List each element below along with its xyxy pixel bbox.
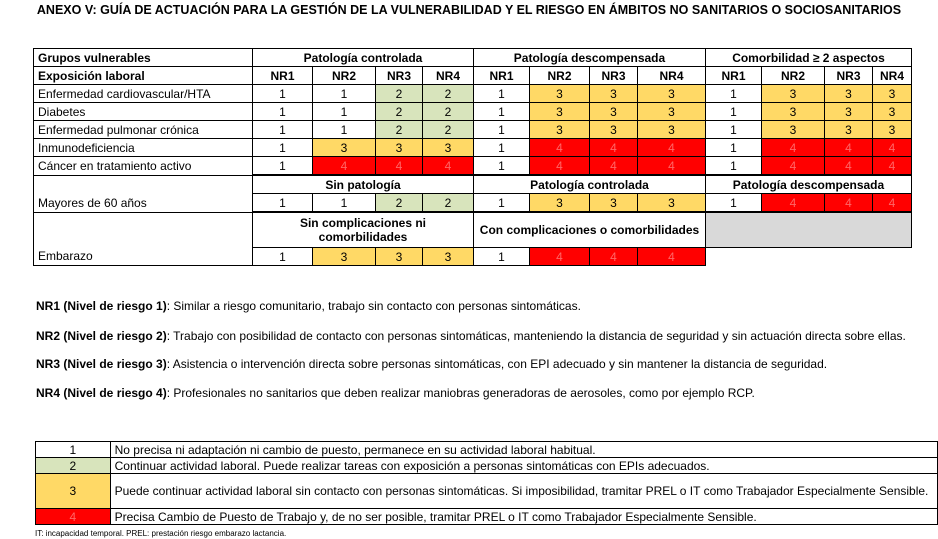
definition-term: NR4 (Nivel de riesgo 4)	[36, 386, 167, 400]
row-label: Mayores de 60 años	[34, 194, 253, 213]
legend-table	[35, 441, 938, 525]
nr-header: NR4	[638, 67, 706, 85]
risk-cell: 3	[313, 139, 376, 157]
risk-cell: 1	[253, 194, 313, 213]
risk-cell: 1	[474, 248, 530, 266]
risk-cell: 4	[873, 139, 912, 157]
risk-cell: 4	[590, 248, 638, 266]
risk-cell: 1	[253, 157, 313, 176]
header-sin-patologia: Sin patología	[253, 175, 474, 194]
legend-level: 2	[36, 458, 111, 474]
risk-cell: 4	[762, 157, 825, 176]
risk-cell: 4	[376, 157, 423, 176]
risk-cell: 4	[762, 139, 825, 157]
legend-row	[36, 442, 938, 458]
risk-cell: 1	[253, 85, 313, 103]
risk-cell: 3	[423, 139, 474, 157]
nr-header: NR1	[706, 67, 762, 85]
table-row	[34, 157, 912, 176]
table-row	[34, 248, 912, 266]
risk-cell: 1	[253, 121, 313, 139]
risk-cell: 3	[530, 103, 590, 121]
risk-level-definition	[36, 357, 827, 371]
risk-cell: 3	[873, 121, 912, 139]
risk-cell: 4	[638, 157, 706, 176]
nr-header: NR2	[313, 67, 376, 85]
risk-cell: 4	[590, 157, 638, 176]
risk-cell: 1	[474, 157, 530, 176]
risk-cell: 1	[313, 121, 376, 139]
nr-header: NR3	[376, 67, 423, 85]
table-row	[34, 85, 912, 103]
risk-cell: 4	[530, 248, 590, 266]
risk-cell: 4	[313, 157, 376, 176]
definition-text: : Asistencia o intervención directa sobre personas sintomáticas, con EPI adecuado y sin mantener la distancia de seguridad.	[166, 357, 828, 371]
legend-text: No precisa ni adaptación ni cambio de puesto, permanece en su actividad laboral habitual.	[110, 442, 937, 458]
header-exposure: Exposición laboral	[34, 67, 253, 85]
header-pat-descompensada: Patología descompensada	[474, 49, 706, 67]
risk-cell: 3	[590, 194, 638, 213]
header-comorbilidad: Comorbilidad ≥ 2 aspectos	[706, 49, 912, 67]
risk-level-definition	[36, 386, 755, 400]
risk-cell: 3	[762, 103, 825, 121]
definition-term: NR2 (Nivel de riesgo 2)	[36, 329, 167, 343]
row-label: Enfermedad pulmonar crónica	[34, 121, 253, 139]
risk-cell: 1	[253, 248, 313, 266]
table-row	[34, 121, 912, 139]
risk-cell: 3	[762, 85, 825, 103]
risk-cell: 2	[376, 121, 423, 139]
risk-cell: 4	[762, 194, 825, 213]
risk-level-definition	[36, 329, 906, 343]
risk-cell: 1	[706, 194, 762, 213]
nr-header: NR1	[474, 67, 530, 85]
risk-cell: 3	[590, 85, 638, 103]
risk-cell: 3	[376, 139, 423, 157]
legend-level: 4	[36, 509, 111, 525]
risk-cell: 3	[825, 103, 873, 121]
risk-cell: 4	[825, 157, 873, 176]
risk-cell: 1	[706, 139, 762, 157]
risk-cell: 3	[423, 248, 474, 266]
header-mayores-controlada: Patología controlada	[474, 175, 706, 194]
risk-cell: 2	[423, 194, 474, 213]
risk-cell: 4	[530, 157, 590, 176]
row-label: Cáncer en tratamiento activo	[34, 157, 253, 176]
legend-row	[36, 474, 938, 509]
nr-header: NR4	[423, 67, 474, 85]
definition-text: : Similar a riesgo comunitario, trabajo sin contacto con personas sintomáticas.	[166, 299, 581, 313]
risk-cell: 2	[376, 85, 423, 103]
risk-cell: 1	[474, 85, 530, 103]
risk-cell: 1	[474, 139, 530, 157]
risk-cell: 1	[313, 85, 376, 103]
grey-block	[706, 212, 912, 248]
risk-cell: 4	[638, 248, 706, 266]
risk-cell: 1	[313, 194, 376, 213]
risk-cell: 1	[706, 157, 762, 176]
risk-cell: 2	[376, 194, 423, 213]
risk-cell: 3	[638, 121, 706, 139]
row-label: Diabetes	[34, 103, 253, 121]
header-mayores-descompensada: Patología descompensada	[706, 175, 912, 194]
nr-header: NR3	[590, 67, 638, 85]
risk-cell: 3	[762, 121, 825, 139]
legend-text: Precisa Cambio de Puesto de Trabajo y, de no ser posible, tramitar PREL o IT como Trabajador Especialmente Sensible.	[110, 509, 937, 525]
definition-text: : Trabajo con posibilidad de contacto con personas sintomáticas, manteniendo la distancia de seguridad y sin actuación directa sobre ellas.	[166, 329, 906, 343]
risk-cell: 3	[313, 248, 376, 266]
risk-cell: 4	[530, 139, 590, 157]
legend-text: Puede continuar actividad laboral sin contacto con personas sintomáticas. Si imposibilidad, tramitar PREL o IT como Trabajador Especialmente Sensible.	[110, 474, 937, 509]
risk-cell: 2	[423, 103, 474, 121]
header-pat-controlada: Patología controlada	[253, 49, 474, 67]
risk-cell: 2	[423, 121, 474, 139]
risk-cell: 3	[638, 103, 706, 121]
table-row	[34, 103, 912, 121]
risk-cell: 3	[638, 85, 706, 103]
risk-level-definition	[36, 299, 581, 313]
nr-header: NR3	[825, 67, 873, 85]
nr-header: NR4	[873, 67, 912, 85]
definition-term: NR1 (Nivel de riesgo 1)	[36, 299, 167, 313]
risk-cell: 1	[706, 103, 762, 121]
risk-table	[33, 48, 912, 266]
row-label: Enfermedad cardiovascular/HTA	[34, 85, 253, 103]
nr-header: NR2	[762, 67, 825, 85]
footnote: IT: incapacidad temporal. PREL: prestación riesgo embarazo lactancia.	[35, 529, 287, 538]
risk-cell: 1	[313, 103, 376, 121]
risk-cell: 4	[825, 194, 873, 213]
risk-cell: 1	[253, 103, 313, 121]
table-row	[34, 194, 912, 213]
risk-cell: 3	[530, 121, 590, 139]
risk-cell: 3	[873, 85, 912, 103]
risk-cell: 3	[825, 85, 873, 103]
risk-cell: 1	[706, 85, 762, 103]
definition-term: NR3 (Nivel de riesgo 3)	[36, 357, 167, 371]
header-groups: Grupos vulnerables	[34, 49, 253, 67]
legend-level: 3	[36, 474, 111, 509]
risk-cell: 1	[474, 121, 530, 139]
risk-cell: 3	[590, 121, 638, 139]
risk-cell: 3	[376, 248, 423, 266]
risk-cell: 4	[590, 139, 638, 157]
risk-cell: 3	[530, 194, 590, 213]
risk-cell: 4	[873, 157, 912, 176]
risk-cell: 1	[253, 139, 313, 157]
row-label: Inmunodeficiencia	[34, 139, 253, 157]
legend-level: 1	[36, 442, 111, 458]
risk-cell: 4	[873, 194, 912, 213]
risk-cell: 3	[873, 103, 912, 121]
risk-cell: 1	[474, 103, 530, 121]
risk-cell: 3	[825, 121, 873, 139]
legend-row	[36, 509, 938, 525]
risk-cell: 4	[423, 157, 474, 176]
risk-cell: 4	[825, 139, 873, 157]
header-embarazo-sin: Sin complicaciones ni comorbilidades	[253, 212, 474, 248]
risk-cell: 2	[376, 103, 423, 121]
risk-cell: 1	[706, 121, 762, 139]
risk-cell: 3	[590, 103, 638, 121]
legend-row	[36, 458, 938, 474]
table-row	[34, 139, 912, 157]
risk-cell: 3	[530, 85, 590, 103]
risk-cell: 1	[474, 194, 530, 213]
row-label: Embarazo	[34, 248, 253, 266]
legend-text: Continuar actividad laboral. Puede realizar tareas con exposición a personas sintomáticas con EPIs adecuados.	[110, 458, 937, 474]
header-embarazo-con: Con complicaciones o comorbilidades	[474, 212, 706, 248]
risk-cell: 4	[638, 139, 706, 157]
definition-text: : Profesionales no sanitarios que deben realizar maniobras generadoras de aerosoles, como por ejemplo RCP.	[166, 386, 755, 400]
risk-cell: 2	[423, 85, 474, 103]
risk-cell: 3	[638, 194, 706, 213]
nr-header: NR2	[530, 67, 590, 85]
page-title: ANEXO V: GUÍA DE ACTUACIÓN PARA LA GESTIÓN DE LA VULNERABILIDAD Y EL RIESGO EN ÁMBITOS NO SANITARIOS O SOCIOSANITARIOS	[36, 3, 902, 17]
nr-header: NR1	[253, 67, 313, 85]
